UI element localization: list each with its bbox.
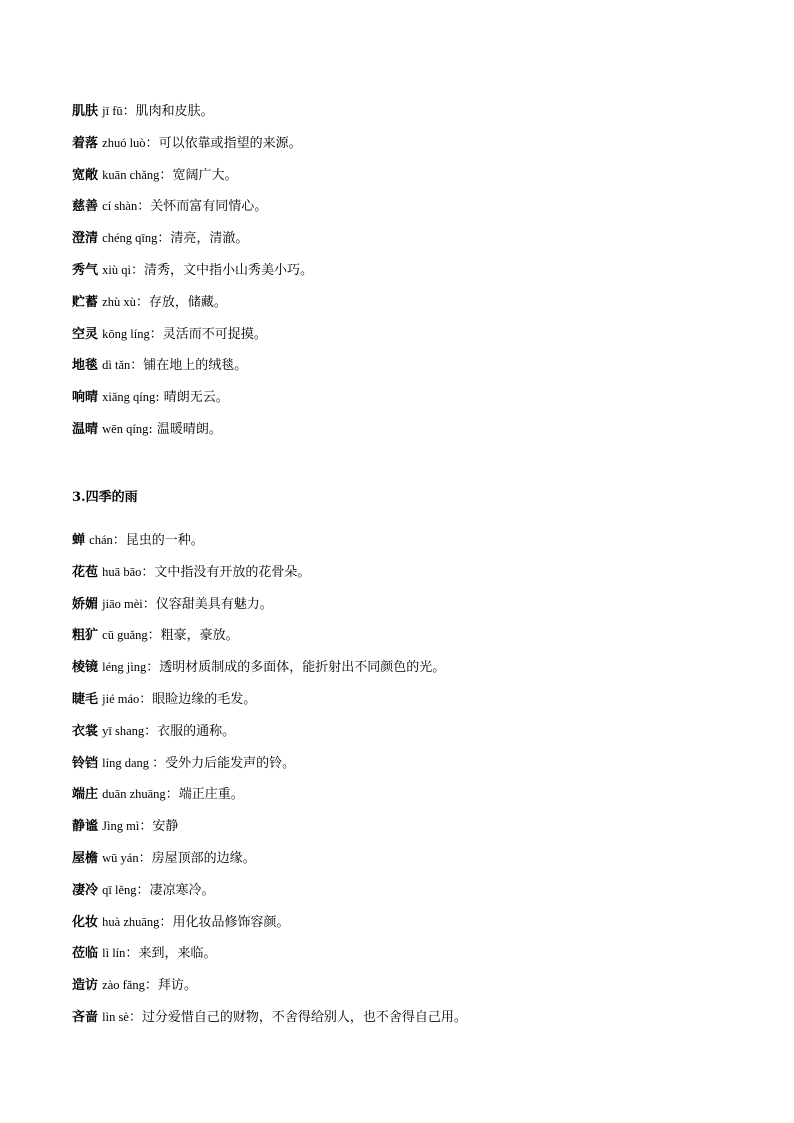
vocab-entry [72,593,752,625]
vocab-term: 粗犷 [72,628,99,644]
vocab-definition: 凄凉寒冷。 [149,882,215,898]
vocab-separator: ： [136,882,150,898]
vocab-definition: 文中指没有开放的花骨朵。 [154,564,311,580]
vocab-pinyin: xiǎng qíng [99,390,156,405]
vocab-separator: ： [144,978,158,994]
vocab-entry [72,259,752,291]
vocab-term: 蝉 [72,533,86,548]
vocab-separator: ： [139,819,153,835]
vocab-definition: 受外力后能发声的铃。 [165,755,296,771]
vocab-definition: 温暖晴朗。 [156,421,222,437]
vocab-separator: ： [159,167,173,183]
vocab-term: 棱镜 [72,660,99,676]
vocab-separator: ： [130,358,144,374]
vocab-pinyin: dì tǎn [99,358,131,373]
vocab-entry [72,561,752,593]
vocab-term: 化妆 [72,914,99,930]
vocab-pinyin: lìn sè [99,1009,129,1024]
vocab-definition: 仪容甜美具有魅力。 [155,596,273,612]
vocab-entry [72,132,752,164]
vocab-pinyin: kuān chǎng [99,167,160,182]
vocab-separator: ： [122,104,136,119]
vocab-separator: ： [144,723,158,739]
vocab-definition: 过分爱惜自己的财物，不舍得给别人，也不舍得自己用。 [141,1009,467,1025]
vocab-separator: : [155,390,164,406]
vocab-entry [72,879,752,911]
vocabulary-list-1 [72,100,752,450]
vocab-entry [72,291,752,323]
vocab-entry [72,911,752,943]
vocab-entry [72,720,752,752]
vocab-pinyin: wēn qíng [99,421,149,436]
vocab-entry [72,847,752,879]
vocab-term: 吝啬 [72,1009,99,1025]
vocab-separator: ： [159,914,173,930]
vocab-separator: ： [128,1009,142,1025]
vocab-separator: ： [157,231,171,247]
vocab-entry [72,227,752,259]
vocab-separator: ： [147,628,161,644]
vocab-term: 响晴 [72,390,99,406]
vocab-pinyin: xiù qi [99,262,131,277]
vocab-term: 造访 [72,978,99,994]
vocab-definition: 灵活而不可捉摸。 [162,326,267,342]
vocab-definition: 昆虫的一种。 [125,533,204,548]
vocab-pinyin: zhù xù [99,294,136,309]
vocab-separator: : [148,421,157,437]
vocab-entry [72,323,752,355]
vocab-entry [72,164,752,196]
vocab-term: 端庄 [72,787,99,803]
vocab-term: 娇媚 [72,596,99,612]
vocab-definition: 肌肉和皮肤。 [135,104,214,119]
vocab-definition: 晴朗无云。 [163,390,229,406]
vocab-term: 贮蓄 [72,294,99,310]
vocab-entry [72,656,752,688]
vocab-pinyin: zào fǎng [99,978,145,993]
vocab-definition: 衣服的通称。 [157,723,236,739]
vocab-separator: ： [125,946,139,962]
vocab-separator: ： [146,660,160,676]
vocab-pinyin: Jìng mì [99,819,140,834]
vocab-entry [72,418,752,450]
vocab-definition: 端正庄重。 [178,787,244,803]
vocab-pinyin: cū guǎng [99,628,148,643]
vocab-definition: 宽阔广大。 [172,167,238,183]
vocab-separator: ： [135,294,149,310]
vocab-separator: ： [112,533,126,548]
vocab-term: 凄冷 [72,882,99,898]
vocab-definition: 安静 [152,819,179,835]
vocab-definition: 拜访。 [157,978,197,994]
vocab-pinyin: léng jìng [99,660,147,675]
vocab-separator: ： [152,755,166,771]
vocab-definition: 来到，来临。 [138,946,217,962]
vocab-term: 温晴 [72,421,99,437]
vocab-definition: 关怀而富有同情心。 [150,199,268,215]
vocab-pinyin: zhuó luò [99,135,146,150]
vocabulary-list-2 [72,529,752,1038]
vocab-separator: ： [137,199,151,215]
vocab-definition: 清亮，清澈。 [170,231,249,247]
vocab-pinyin: lì lín [99,946,126,961]
vocab-term: 着落 [72,135,99,151]
vocab-separator: ： [138,850,152,866]
vocab-entry [72,942,752,974]
vocab-pinyin: chán [86,533,113,547]
vocab-term: 宽敞 [72,167,99,183]
vocab-term: 澄清 [72,231,99,247]
vocab-entry [72,529,752,561]
vocab-entry [72,688,752,720]
vocab-definition: 眼睑边缘的毛发。 [152,691,257,707]
vocab-definition: 房屋顶部的边缘。 [151,850,256,866]
vocab-pinyin: jié máo [99,691,140,706]
vocab-definition: 铺在地上的绒毯。 [143,358,248,374]
vocab-separator: ： [139,691,153,707]
vocab-entry [72,815,752,847]
vocab-term: 花苞 [72,564,99,580]
vocab-term: 莅临 [72,946,99,962]
vocab-definition: 粗豪，豪放。 [160,628,239,644]
vocab-entry [72,1006,752,1038]
vocab-entry [72,386,752,418]
vocab-pinyin: cí shàn [99,199,138,214]
vocab-term: 屋檐 [72,850,99,866]
vocab-entry [72,354,752,386]
vocab-entry [72,100,752,132]
vocab-term: 地毯 [72,358,99,374]
vocab-separator: ： [165,787,179,803]
vocab-pinyin: chéng qīng [99,231,158,246]
vocab-definition: 用化妆品修饰容颜。 [172,914,290,930]
vocab-separator: ： [130,262,144,278]
section-heading: 3.四季的雨 [72,490,138,505]
vocab-term: 秀气 [72,262,99,278]
vocab-definition: 清秀，文中指小山秀美小巧。 [143,262,313,278]
vocab-entry [72,783,752,815]
vocab-term: 静谧 [72,819,99,835]
vocab-separator: ： [142,596,156,612]
vocab-term: 衣裳 [72,723,99,739]
vocab-pinyin: huà zhuāng [99,914,160,929]
vocab-pinyin: jiāo mèi [99,596,143,611]
vocab-separator: ： [149,326,163,342]
vocab-definition: 存放，储藏。 [148,294,227,310]
vocab-pinyin: qī lěng [99,882,137,897]
vocab-entry [72,624,752,656]
vocab-pinyin: duān zhuāng [99,787,166,802]
vocab-definition: 透明材质制成的多面体，能折射出不同颜色的光。 [159,660,446,676]
vocab-term: 空灵 [72,326,99,342]
vocab-term: 慈善 [72,199,99,215]
vocab-separator: ： [141,564,155,580]
vocab-pinyin: yī shang [99,723,145,738]
vocab-pinyin: líng dang [99,755,153,770]
vocab-entry [72,752,752,784]
vocab-entry [72,974,752,1006]
vocab-pinyin: wū yán [99,850,139,865]
vocab-entry [72,195,752,227]
vocab-term: 铃铛 [72,755,99,771]
vocab-pinyin: kōng líng [99,326,150,341]
vocab-pinyin: huā bāo [99,564,142,579]
vocab-term: 肌肤 [72,104,99,119]
vocab-definition: 可以依靠或指望的来源。 [158,135,302,151]
vocab-pinyin: jī fū [99,104,123,118]
vocab-separator: ： [145,135,159,151]
vocab-term: 睫毛 [72,691,99,707]
